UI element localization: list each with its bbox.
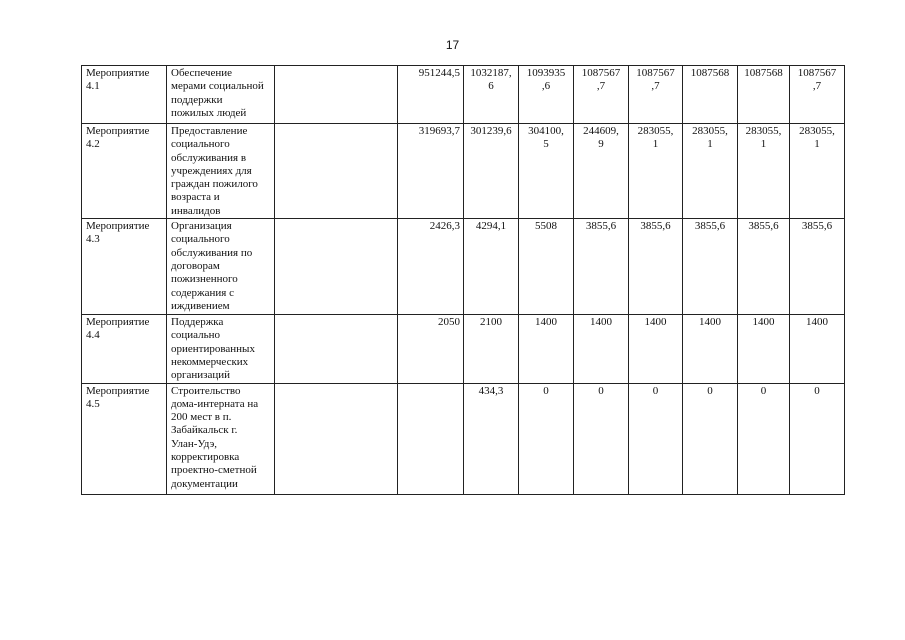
value-cell: 0 bbox=[683, 383, 738, 494]
value-cell: 283055, 1 bbox=[738, 124, 790, 219]
value-cell: 1087567 ,7 bbox=[790, 66, 845, 124]
value-cell: 434,3 bbox=[464, 383, 519, 494]
value-cell: 1400 bbox=[738, 315, 790, 383]
budget-table bbox=[81, 65, 845, 495]
value-cell: 1087568 bbox=[683, 66, 738, 124]
value-cell: 1093935 ,6 bbox=[519, 66, 574, 124]
value-cell: 1400 bbox=[519, 315, 574, 383]
table-row bbox=[82, 66, 845, 124]
value-cell: 1087567 ,7 bbox=[574, 66, 629, 124]
measure-code-cell: Мероприятие 4.3 bbox=[82, 219, 167, 315]
note-cell bbox=[275, 315, 398, 383]
value-cell: 0 bbox=[519, 383, 574, 494]
value-cell: 0 bbox=[629, 383, 683, 494]
value-cell: 244609, 9 bbox=[574, 124, 629, 219]
measure-code-cell: Мероприятие 4.1 bbox=[82, 66, 167, 124]
value-cell: 304100, 5 bbox=[519, 124, 574, 219]
measure-code-cell: Мероприятие 4.4 bbox=[82, 315, 167, 383]
value-cell: 1400 bbox=[683, 315, 738, 383]
value-cell: 2050 bbox=[398, 315, 464, 383]
measure-title-cell: Обеспечение мерами социальной поддержки пожилых людей bbox=[167, 66, 275, 124]
note-cell bbox=[275, 66, 398, 124]
value-cell: 301239,6 bbox=[464, 124, 519, 219]
value-cell: 1032187, 6 bbox=[464, 66, 519, 124]
value-cell: 283055, 1 bbox=[683, 124, 738, 219]
table-row bbox=[82, 219, 845, 315]
value-cell: 5508 bbox=[519, 219, 574, 315]
value-cell: 1087568 bbox=[738, 66, 790, 124]
measure-code-cell: Мероприятие 4.2 bbox=[82, 124, 167, 219]
note-cell bbox=[275, 124, 398, 219]
table-row bbox=[82, 383, 845, 494]
value-cell: 1087567 ,7 bbox=[629, 66, 683, 124]
value-cell: 0 bbox=[738, 383, 790, 494]
table-row bbox=[82, 124, 845, 219]
value-cell: 319693,7 bbox=[398, 124, 464, 219]
value-cell bbox=[398, 383, 464, 494]
value-cell: 2100 bbox=[464, 315, 519, 383]
value-cell: 1400 bbox=[574, 315, 629, 383]
measure-title-cell: Предоставление социального обслуживания в учреждениях для граждан пожилого возраста и инвалидов bbox=[167, 124, 275, 219]
value-cell: 951244,5 bbox=[398, 66, 464, 124]
note-cell bbox=[275, 383, 398, 494]
value-cell: 1400 bbox=[629, 315, 683, 383]
value-cell: 3855,6 bbox=[574, 219, 629, 315]
value-cell: 283055, 1 bbox=[790, 124, 845, 219]
measure-title-cell: Поддержка социально ориентированных некоммерческих организаций bbox=[167, 315, 275, 383]
measure-title-cell: Организация социального обслуживания по договорам пожизненного содержания с иждивением bbox=[167, 219, 275, 315]
value-cell: 3855,6 bbox=[629, 219, 683, 315]
page-number: 17 bbox=[445, 38, 460, 52]
value-cell: 4294,1 bbox=[464, 219, 519, 315]
value-cell: 3855,6 bbox=[790, 219, 845, 315]
measure-code-cell: Мероприятие 4.5 bbox=[82, 383, 167, 494]
value-cell: 3855,6 bbox=[738, 219, 790, 315]
value-cell: 0 bbox=[790, 383, 845, 494]
note-cell bbox=[275, 219, 398, 315]
value-cell: 283055, 1 bbox=[629, 124, 683, 219]
table-row bbox=[82, 315, 845, 383]
value-cell: 3855,6 bbox=[683, 219, 738, 315]
value-cell: 0 bbox=[574, 383, 629, 494]
value-cell: 1400 bbox=[790, 315, 845, 383]
measure-title-cell: Строительство дома-интерната на 200 мест в п. Забайкальск г. Улан-Удэ, корректировка проектно-сметной документации bbox=[167, 383, 275, 494]
value-cell: 2426,3 bbox=[398, 219, 464, 315]
